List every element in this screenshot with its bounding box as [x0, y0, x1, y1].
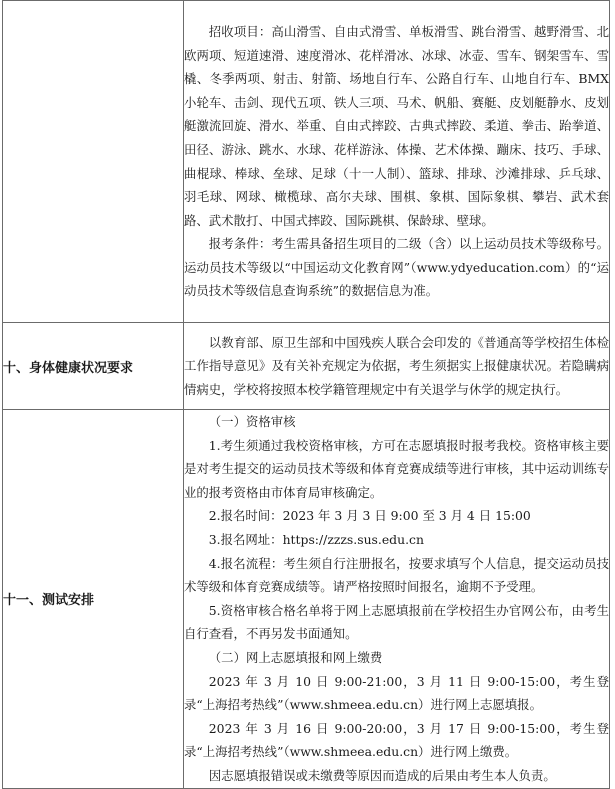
table-row [3, 410, 610, 789]
admission-table [2, 0, 610, 789]
paragraph: （二）网上志愿填报和网上缴费 [208, 649, 383, 665]
paragraph: 4.报名流程：考生须自行注册报名，按要求填写个人信息，提交运动员技术等级和体育竞赛成绩等。请严格按照时间报名，逾期不予受理。 [184, 555, 609, 595]
paragraph: 2.报名时间：2023 年 3 月 3 日 9:00 至 3 月 4 日 15:00 [208, 508, 531, 524]
paragraph: 1.考生须通过我校资格审核，方可在志愿填报时报考我校。资格审核主要是对考生提交的运动员技术等级和体育竞赛成绩等进行审核，其中运动训练专业的报考资格由市体育局审核确定。 [184, 437, 609, 500]
paragraph: （一）资格审核 [208, 414, 296, 429]
row-content [184, 1, 610, 323]
paragraph: 报考条件：考生需具备招生项目的二级（含）以上运动员技术等级称号。运动员技术等级以“中国运动文化教育网”（www.ydyeducation.com）的“运动员技术等级信息查询系统”的数据信息为准。 [184, 236, 609, 299]
table-row [3, 1, 610, 323]
row-label: 十、身体健康状况要求 [3, 323, 184, 410]
paragraph: 2023 年 3 月 16 日 9:00-20:00，3 月 17 日 9:00-15:00，考生登录“上海招考热线”（www.shmeea.edu.cn）进行网上缴费。 [184, 720, 609, 760]
paragraph: 以教育部、原卫生部和中国残疾人联合会印发的《普通高等学校招生体检工作指导意见》及有关补充规定为依据，考生须据实上报健康状况。若隐瞒病情病史，学校将按照本校学籍管理规定中有关退学与休学的规定执行。 [184, 334, 609, 397]
row-content [184, 410, 610, 789]
row-label: 十一、测试安排 [3, 410, 184, 789]
paragraph: 因志愿填报错误或未缴费等原因而造成的后果由考生本人负责。 [208, 767, 556, 783]
table-row [3, 323, 610, 410]
paragraph: 5.资格审核合格名单将于网上志愿填报前在学校招生办官网公布，由考生自行查看，不再另发书面通知。 [184, 602, 609, 642]
paragraph: 2023 年 3 月 10 日 9:00-21:00，3 月 11 日 9:00-15:00，考生登录“上海招考热线”（www.shmeea.edu.cn）进行网上志愿填报。 [184, 673, 609, 713]
paragraph: 招收项目：高山滑雪、自由式滑雪、单板滑雪、跳台滑雪、越野滑雪、北欧两项、短道速滑、速度滑冰、花样滑冰、冰球、冰壶、雪车、钢架雪车、雪橇、冬季两项、射击、射箭、场地自行车、公路自行车、山地自行车、BMX 小轮车、击剑、现代五项、铁人三项、马术、帆船、赛艇、皮划艇静水、皮划艇激流回旋、滑水、举重、自由式摔跤、古典式摔跤、柔道、拳击、跆拳道、田径、游泳、跳水、水球、花样游泳、体操、艺术体操、蹦床、技巧、手球、曲棍球、棒球、垒球、足球（十一人制）、篮球、排球、沙滩排球、乒乓球、羽毛球、网球、橄榄球、高尔夫球、围棋、象棋、国际象棋、攀岩、武术套路、武术散打、中国式摔跤、国际跳棋、保龄球、壁球。 [184, 23, 609, 228]
row-label [3, 1, 184, 323]
paragraph: 3.报名网址：https://zzzs.sus.edu.cn [208, 531, 424, 547]
row-content [184, 323, 610, 410]
